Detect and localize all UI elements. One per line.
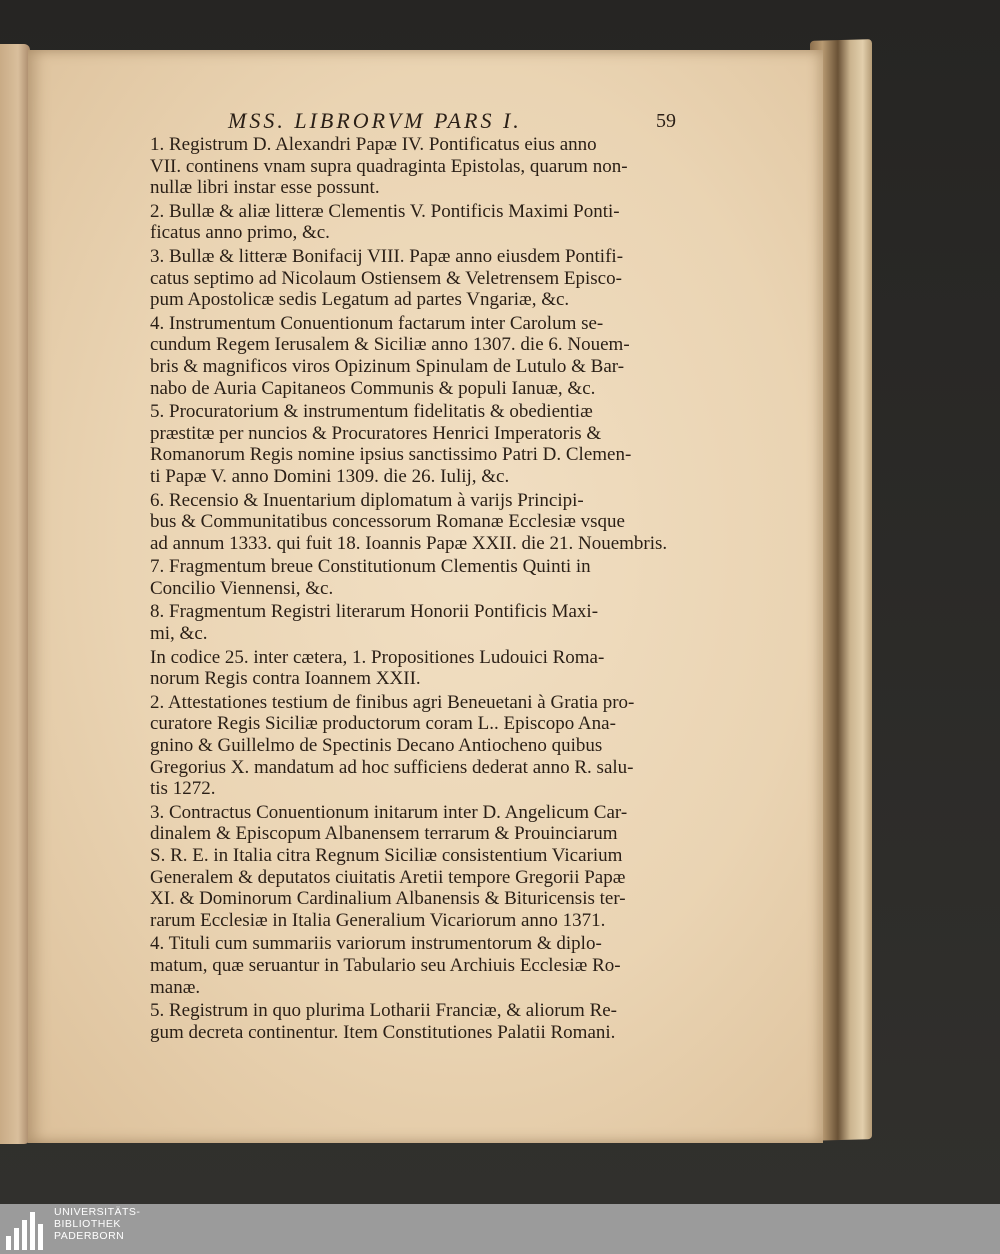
text-line: 5. Procuratorium & instrumentum fidelitatis & obedientiæ	[150, 401, 593, 423]
left-page-edge	[0, 44, 30, 1144]
text-line: 3. Bullæ & litteræ Bonifacij VIII. Papæ anno eiusdem Pontifi-	[150, 245, 624, 267]
text-line: 5. Registrum in quo plurima Lotharii Franciæ, & aliorum Re-	[150, 1000, 618, 1022]
library-footer-bar	[0, 1204, 1000, 1254]
text-line: bris & magnificos viros Opizinum Spinulam de Lutulo & Bar-	[150, 355, 625, 377]
text-line: tis 1272.	[150, 778, 216, 800]
library-logo-line: PADERBORN	[54, 1230, 125, 1242]
text-line: curatore Regis Siciliæ productorum coram L.. Episcopo Ana-	[150, 713, 616, 735]
text-line: 2. Bullæ & aliæ litteræ Clementis V. Pontificis Maximi Ponti-	[150, 200, 620, 222]
text-line: 6. Recensio & Inuentarium diplomatum à varijs Principi-	[150, 489, 584, 511]
text-line: ficatus anno primo, &c.	[150, 222, 330, 244]
text-line: nabo de Auria Capitaneos Communis & populi Ianuæ, &c.	[150, 377, 596, 399]
text-line: VII. continens vnam supra quadraginta Epistolas, quarum non-	[150, 155, 628, 177]
library-logo-line: UNIVERSITÄTS-	[54, 1206, 141, 1218]
text-line: Concilio Viennensi, &c.	[150, 577, 334, 599]
text-line: ti Papæ V. anno Domini 1309. die 26. Iulij, &c.	[150, 465, 510, 487]
text-line: nullæ libri instar esse possunt.	[150, 177, 380, 199]
library-logo-icon	[6, 1210, 46, 1250]
text-line: Romanorum Regis nomine ipsius sanctissimo Patri D. Clemen-	[150, 444, 632, 466]
text-line: rarum Ecclesiæ in Italia Generalium Vicariorum anno 1371.	[150, 909, 606, 931]
text-line: Generalem & deputatos ciuitatis Aretii tempore Gregorii Papæ	[150, 866, 626, 888]
book-page	[28, 50, 823, 1143]
text-line: In codice 25. inter cætera, 1. Propositiones Ludouici Roma-	[150, 646, 605, 668]
text-line: mi, &c.	[150, 623, 208, 645]
text-line: ad annum 1333. qui fuit 18. Ioannis Papæ XXII. die 21. Nouembris.	[150, 532, 668, 554]
page-number: 59	[656, 110, 676, 132]
text-line: XI. & Dominorum Cardinalium Albanensis & Bituricensis ter-	[150, 888, 626, 910]
text-line: manæ.	[150, 976, 201, 998]
page-body-text	[150, 134, 680, 1043]
text-line: dinalem & Episcopum Albanensem terrarum & Prouinciarum	[150, 823, 618, 845]
running-header: MSS. LIBRORVM PARS I.	[228, 108, 522, 133]
text-line: gum decreta continentur. Item Constitutiones Palatii Romani.	[150, 1021, 616, 1043]
text-line: gnino & Guillelmo de Spectinis Decano Antiocheno quibus	[150, 735, 603, 757]
text-line: 4. Tituli cum summariis variorum instrumentorum & diplo-	[150, 933, 602, 955]
text-line: 4. Instrumentum Conuentionum factarum inter Carolum se-	[150, 312, 604, 334]
library-logo-line: BIBLIOTHEK	[54, 1218, 121, 1230]
text-line: cundum Regem Ierusalem & Siciliæ anno 1307. die 6. Nouem-	[150, 334, 630, 356]
text-line: norum Regis contra Ioannem XXII.	[150, 668, 421, 690]
text-line: 3. Contractus Conuentionum initarum inter D. Angelicum Car-	[150, 801, 628, 823]
text-line: S. R. E. in Italia citra Regnum Siciliæ consistentium Vicarium	[150, 845, 623, 866]
library-logo-text	[54, 1206, 140, 1242]
text-line: bus & Communitatibus concessorum Romanæ Ecclesiæ vsque	[150, 511, 625, 533]
text-line: 8. Fragmentum Registri literarum Honorii Pontificis Maxi-	[150, 601, 599, 623]
text-line: matum, quæ seruantur in Tabulario seu Archiuis Ecclesiæ Ro-	[150, 954, 621, 976]
text-line: 1. Registrum D. Alexandri Papæ IV. Pontificatus eius anno	[150, 134, 597, 155]
text-line: pum Apostolicæ sedis Legatum ad partes Vngariæ, &c.	[150, 289, 570, 311]
text-line: catus septimo ad Nicolaum Ostiensem & Veletrensem Episco-	[150, 267, 622, 289]
text-line: Gregorius X. mandatum ad hoc sufficiens dederat anno R. salu-	[150, 756, 634, 778]
text-line: 2. Attestationes testium de finibus agri Beneuetani à Gratia pro-	[150, 691, 635, 713]
text-line: 7. Fragmentum breue Constitutionum Clementis Quinti in	[150, 556, 591, 578]
text-line: præstitæ per nuncios & Procuratores Henrici Imperatoris &	[150, 422, 602, 444]
